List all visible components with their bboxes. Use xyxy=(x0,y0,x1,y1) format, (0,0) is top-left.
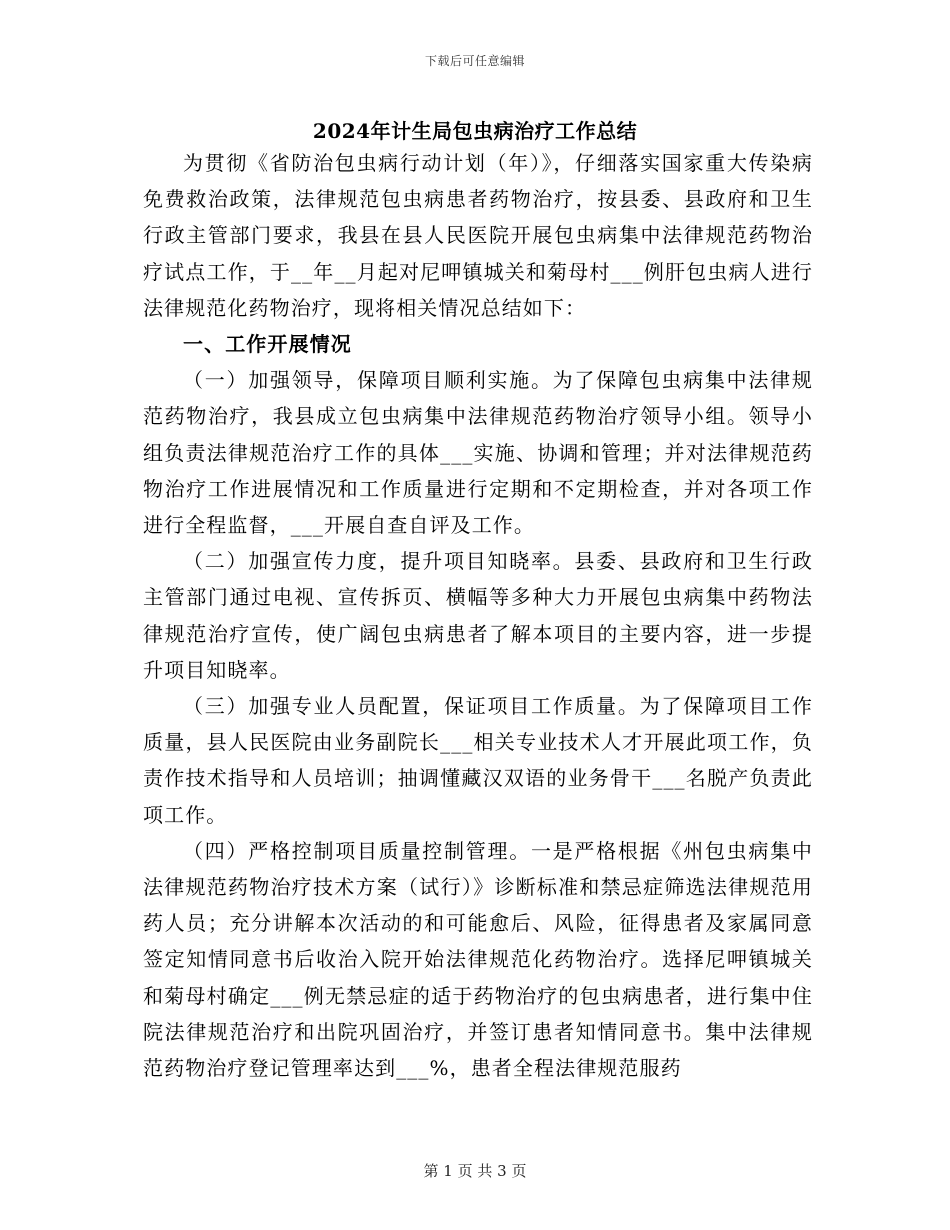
page-footer: 第 1 页 共 3 页 xyxy=(423,1162,527,1180)
intro-paragraph: 为贯彻《省防治包虫病行动计划（年）》，仔细落实国家重大传染病免费救治政策，法律规范包虫病患者药物治疗，按县委、县政府和卫生行政主管部门要求，我县在县人民医院开展包虫病集中法律规范药物治疗试点工作，于__年__月起对尼呷镇城关和菊母村___例肝包虫病人进行法律规范化药物治疗，现将相关情况总结如下： xyxy=(143,151,813,320)
paragraph-staffing: （三）加强专业人员配置，保证项目工作质量。为了保障项目工作质量，县人民医院由业务副院长___相关专业技术人才开展此项工作，负责作技术指导和人员培训；抽调懂藏汉双语的业务骨干___名脱产负责此项工作。 xyxy=(143,694,813,827)
paragraph-leadership: （一）加强领导，保障项目顺利实施。为了保障包虫病集中法律规范药物治疗，我县成立包虫病集中法律规范药物治疗领导小组。领导小组负责法律规范治疗工作的具体___实施、协调和管理；并对法律规范药物治疗工作进展情况和工作质量进行定期和不定期检查，并对各项工作进行全程监督，___开展自查自评及工作。 xyxy=(143,368,813,538)
document-title: 2024年计生局包虫病治疗工作总结 xyxy=(312,119,638,143)
header-note: 下载后可任意编辑 xyxy=(424,54,525,68)
paragraph-publicity: （二）加强宣传力度，提升项目知晓率。县委、县政府和卫生行政主管部门通过电视、宣传拆页、横幅等多种大力开展包虫病集中药物法律规范治疗宣传，使广阔包虫病患者了解本项目的主要内容，进一步提升项目知晓率。 xyxy=(143,549,813,682)
paragraph-quality-control: （四）严格控制项目质量控制管理。一是严格根据《州包虫病集中法律规范药物治疗技术方案（试行）》诊断标准和禁忌症筛选法律规范用药人员；充分讲解本次活动的和可能愈后、风险，征得患者及家属同意签定知情同意书后收治入院开始法律规范化药物治疗。选择尼呷镇城关和菊母村确定___例无禁忌症的适于药物治疗的包虫病患者，进行集中住院法律规范治疗和出院巩固治疗，并签订患者知情同意书。集中法律规范药物治疗登记管理率达到___%，患者全程法律规范服药 xyxy=(143,838,813,1081)
document-body xyxy=(143,145,813,1086)
section-heading-work-status: 一、工作开展情况 xyxy=(183,332,352,357)
